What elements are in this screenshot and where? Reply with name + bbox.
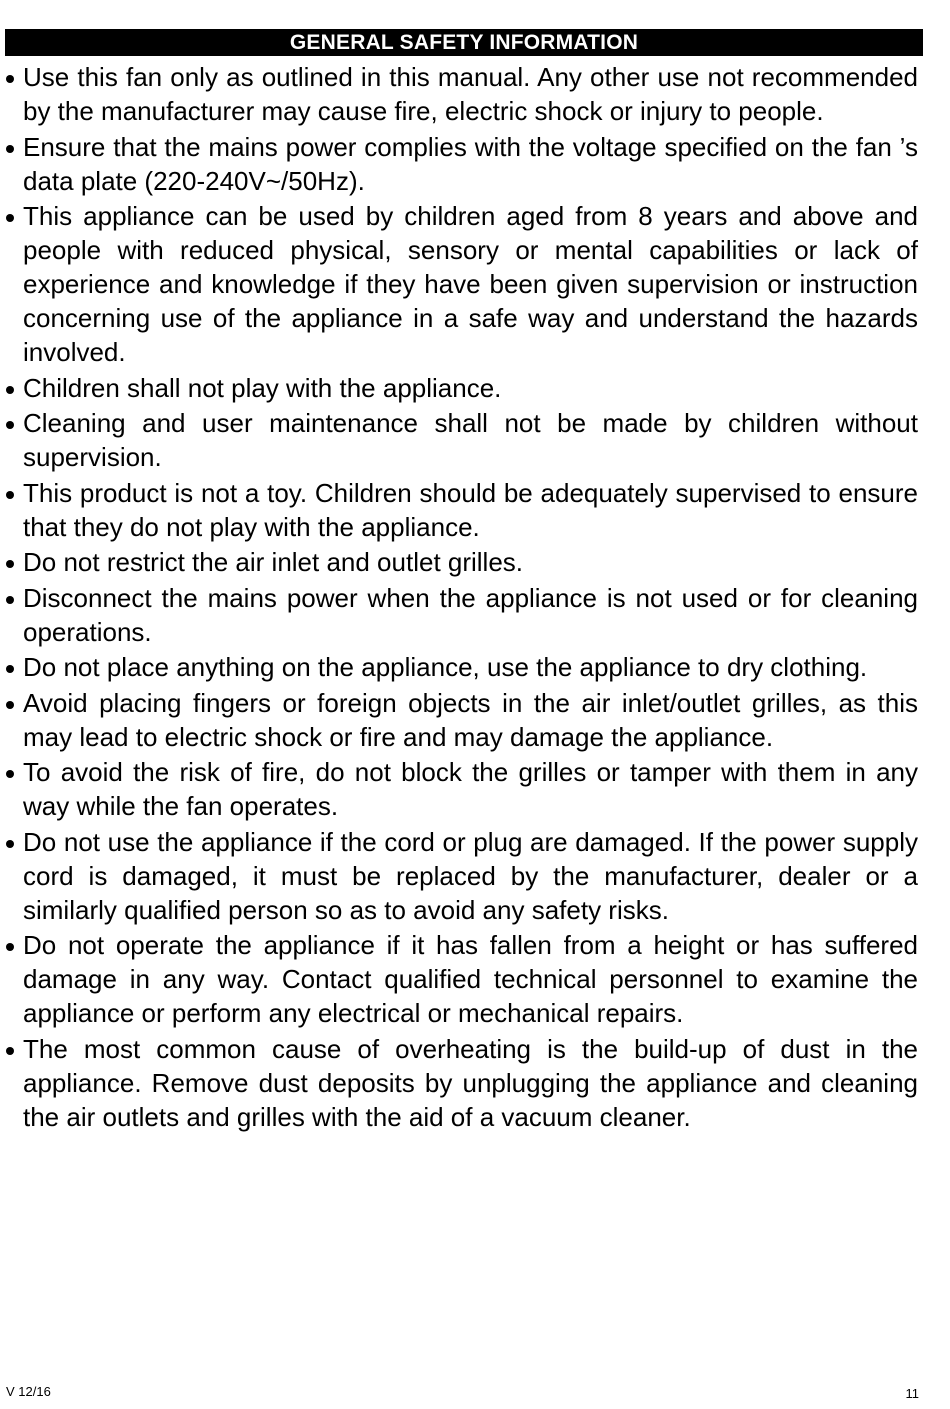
list-item-text: Do not operate the appliance if it has fallen from a height or has suffered damage in any way. Contact qualified technical personnel to examine the appliance or perform any electrical or mechanical repairs.	[23, 930, 918, 1028]
section-title: GENERAL SAFETY INFORMATION	[5, 29, 923, 56]
list-item-text: Children shall not play with the appliance.	[23, 372, 502, 403]
bullet-icon	[6, 421, 14, 429]
list-item-text: Do not restrict the air inlet and outlet grilles.	[23, 547, 524, 577]
list-item	[5, 581, 918, 649]
list-item-text: Cleaning and user maintenance shall not be made by children without supervision.	[23, 408, 918, 472]
bullet-icon	[6, 386, 14, 394]
list-item-text: Do not place anything on the appliance, use the appliance to dry clothing.	[23, 652, 868, 682]
list-item-text: Disconnect the mains power when the appliance is not used or for cleaning operations.	[23, 582, 918, 647]
bullet-icon	[6, 1047, 14, 1055]
bullet-icon	[6, 840, 14, 848]
list-item	[5, 928, 918, 1030]
list-item	[5, 755, 918, 823]
list-item-text: Use this fan only as outlined in this manual. Any other use not recommended by the manufacturer may cause fire, electric shock or injury to people.	[23, 62, 918, 126]
list-item-text: The most common cause of overheating is the build-up of dust in the appliance. Remove dust deposits by unplugging the appliance and cleaning the air outlets and grilles with the aid of a vacuum cleaner.	[23, 1033, 918, 1132]
list-item	[5, 406, 918, 474]
list-item	[5, 545, 918, 579]
list-item-text: Ensure that the mains power complies with the voltage specified on the fan ’s data plate (220-240V~/50Hz).	[23, 131, 918, 196]
list-item-text: Do not use the appliance if the cord or plug are damaged. If the power supply cord is damaged, it must be replaced by the manufacturer, dealer or a similarly qualified person so as to avoid any safety risks.	[23, 826, 918, 925]
bullet-icon	[6, 943, 14, 951]
bullet-icon	[6, 596, 14, 604]
version-label: V 12/16	[6, 1384, 51, 1399]
bullet-icon	[6, 770, 14, 778]
list-item-text: This appliance can be used by children aged from 8 years and above and people with reduced physical, sensory or mental capabilities or lack of experience and knowledge if they have been given supervision or instruction concerning use of the appliance in a safe way and understand the hazards involved.	[23, 201, 918, 367]
list-item-text: To avoid the risk of fire, do not block the grilles or tamper with them in any way while the fan operates.	[23, 757, 918, 821]
bullet-icon	[6, 701, 14, 709]
bullet-icon	[6, 214, 14, 222]
page-number: 11	[905, 1386, 919, 1401]
list-item	[5, 825, 918, 927]
list-item	[5, 199, 918, 369]
list-item	[5, 371, 918, 405]
list-item	[5, 686, 918, 754]
bullet-icon	[6, 145, 14, 153]
list-item-text: Avoid placing fingers or foreign objects in the air inlet/outlet grilles, as this may lead to electric shock or fire and may damage the appliance.	[23, 687, 918, 752]
list-item	[5, 130, 918, 198]
bullet-icon	[6, 560, 14, 568]
list-item	[5, 476, 918, 544]
bullet-icon	[6, 665, 14, 673]
safety-instructions-list	[5, 60, 918, 1135]
list-item	[5, 1032, 918, 1134]
list-item-text: This product is not a toy. Children should be adequately supervised to ensure that they do not play with the appliance.	[23, 477, 918, 542]
bullet-icon	[6, 491, 14, 499]
list-item	[5, 60, 918, 128]
bullet-icon	[6, 75, 14, 83]
list-item	[5, 650, 918, 684]
